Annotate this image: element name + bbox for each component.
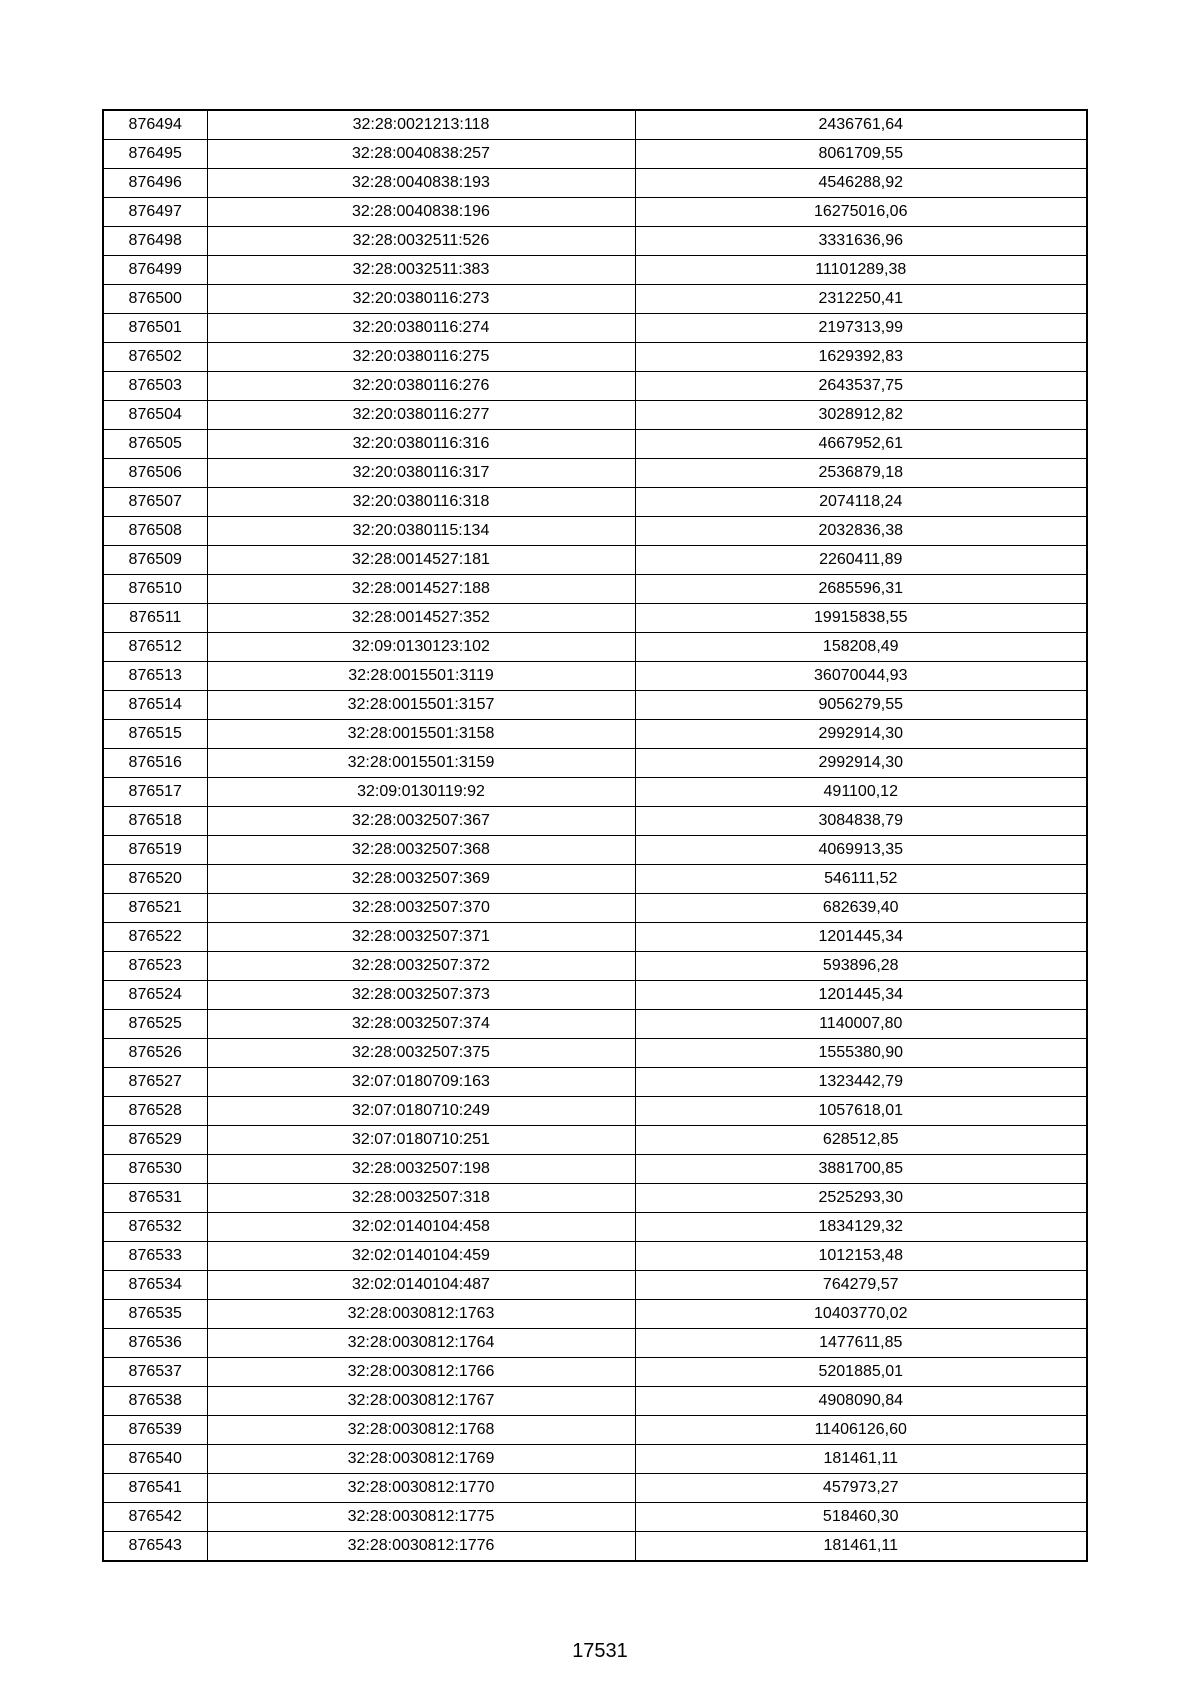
row-number-cell: 876518 — [103, 807, 207, 836]
row-number-cell: 876504 — [103, 401, 207, 430]
row-number-cell: 876500 — [103, 285, 207, 314]
cadastral-value-cell: 2312250,41 — [635, 285, 1087, 314]
cadastral-number-cell: 32:20:0380116:277 — [207, 401, 635, 430]
cadastral-number-cell: 32:02:0140104:459 — [207, 1242, 635, 1271]
cadastral-value-cell: 2525293,30 — [635, 1184, 1087, 1213]
cadastral-number-cell: 32:28:0032511:383 — [207, 256, 635, 285]
cadastral-number-cell: 32:28:0032507:318 — [207, 1184, 635, 1213]
row-number-cell: 876535 — [103, 1300, 207, 1329]
row-number-cell: 876499 — [103, 256, 207, 285]
row-number-cell: 876495 — [103, 140, 207, 169]
cadastral-value-cell: 2685596,31 — [635, 575, 1087, 604]
row-number-cell: 876529 — [103, 1126, 207, 1155]
cadastral-number-cell: 32:02:0140104:487 — [207, 1271, 635, 1300]
cadastral-number-cell: 32:20:0380116:316 — [207, 430, 635, 459]
cadastral-number-cell: 32:28:0030812:1769 — [207, 1445, 635, 1474]
cadastral-value-cell: 593896,28 — [635, 952, 1087, 981]
table-row — [103, 1445, 1087, 1474]
row-number-cell: 876530 — [103, 1155, 207, 1184]
cadastral-number-cell: 32:28:0030812:1767 — [207, 1387, 635, 1416]
cadastral-value-cell: 1834129,32 — [635, 1213, 1087, 1242]
row-number-cell: 876540 — [103, 1445, 207, 1474]
cadastral-number-cell: 32:09:0130123:102 — [207, 633, 635, 662]
cadastral-number-cell: 32:07:0180710:249 — [207, 1097, 635, 1126]
table-row — [103, 807, 1087, 836]
table-row — [103, 575, 1087, 604]
table-row — [103, 778, 1087, 807]
cadastral-value-cell: 4667952,61 — [635, 430, 1087, 459]
cadastral-value-cell: 19915838,55 — [635, 604, 1087, 633]
cadastral-number-cell: 32:28:0030812:1768 — [207, 1416, 635, 1445]
table-row — [103, 227, 1087, 256]
table-row — [103, 169, 1087, 198]
table-row — [103, 923, 1087, 952]
row-number-cell: 876524 — [103, 981, 207, 1010]
cadastral-value-cell: 1629392,83 — [635, 343, 1087, 372]
cadastral-value-table — [102, 109, 1088, 1562]
table-row — [103, 1503, 1087, 1532]
cadastral-value-cell: 2536879,18 — [635, 459, 1087, 488]
cadastral-value-cell: 2436761,64 — [635, 110, 1087, 140]
row-number-cell: 876542 — [103, 1503, 207, 1532]
table-row — [103, 1416, 1087, 1445]
cadastral-value-cell: 2260411,89 — [635, 546, 1087, 575]
cadastral-number-cell: 32:20:0380116:274 — [207, 314, 635, 343]
table-row — [103, 1387, 1087, 1416]
table-row — [103, 546, 1087, 575]
row-number-cell: 876543 — [103, 1532, 207, 1562]
table-row — [103, 110, 1087, 140]
table-row — [103, 1358, 1087, 1387]
cadastral-value-cell: 4069913,35 — [635, 836, 1087, 865]
table-body — [103, 110, 1087, 1561]
cadastral-number-cell: 32:20:0380116:273 — [207, 285, 635, 314]
cadastral-value-cell: 2032836,38 — [635, 517, 1087, 546]
cadastral-number-cell: 32:28:0040838:196 — [207, 198, 635, 227]
cadastral-value-cell: 518460,30 — [635, 1503, 1087, 1532]
cadastral-value-cell: 457973,27 — [635, 1474, 1087, 1503]
table-row — [103, 720, 1087, 749]
row-number-cell: 876531 — [103, 1184, 207, 1213]
cadastral-number-cell: 32:28:0040838:193 — [207, 169, 635, 198]
cadastral-value-cell: 1201445,34 — [635, 923, 1087, 952]
cadastral-number-cell: 32:28:0030812:1763 — [207, 1300, 635, 1329]
table-row — [103, 749, 1087, 778]
row-number-cell: 876533 — [103, 1242, 207, 1271]
row-number-cell: 876515 — [103, 720, 207, 749]
table-row — [103, 836, 1087, 865]
row-number-cell: 876514 — [103, 691, 207, 720]
cadastral-value-cell: 1012153,48 — [635, 1242, 1087, 1271]
row-number-cell: 876539 — [103, 1416, 207, 1445]
cadastral-value-cell: 8061709,55 — [635, 140, 1087, 169]
cadastral-value-cell: 1057618,01 — [635, 1097, 1087, 1126]
cadastral-value-cell: 682639,40 — [635, 894, 1087, 923]
cadastral-value-cell: 11101289,38 — [635, 256, 1087, 285]
cadastral-number-cell: 32:28:0032507:368 — [207, 836, 635, 865]
table-row — [103, 691, 1087, 720]
table-row — [103, 488, 1087, 517]
cadastral-number-cell: 32:28:0015501:3159 — [207, 749, 635, 778]
cadastral-value-cell: 2643537,75 — [635, 372, 1087, 401]
table-row — [103, 1329, 1087, 1358]
cadastral-number-cell: 32:28:0032507:198 — [207, 1155, 635, 1184]
cadastral-number-cell: 32:28:0032507:370 — [207, 894, 635, 923]
row-number-cell: 876517 — [103, 778, 207, 807]
cadastral-value-cell: 2074118,24 — [635, 488, 1087, 517]
row-number-cell: 876526 — [103, 1039, 207, 1068]
cadastral-value-cell: 3084838,79 — [635, 807, 1087, 836]
cadastral-number-cell: 32:28:0014527:181 — [207, 546, 635, 575]
row-number-cell: 876536 — [103, 1329, 207, 1358]
table-row — [103, 952, 1087, 981]
table-row — [103, 1155, 1087, 1184]
row-number-cell: 876503 — [103, 372, 207, 401]
cadastral-number-cell: 32:28:0014527:188 — [207, 575, 635, 604]
cadastral-value-cell: 4546288,92 — [635, 169, 1087, 198]
cadastral-number-cell: 32:28:0030812:1770 — [207, 1474, 635, 1503]
row-number-cell: 876510 — [103, 575, 207, 604]
cadastral-value-cell: 628512,85 — [635, 1126, 1087, 1155]
table-row — [103, 1300, 1087, 1329]
row-number-cell: 876496 — [103, 169, 207, 198]
cadastral-number-cell: 32:28:0015501:3158 — [207, 720, 635, 749]
row-number-cell: 876532 — [103, 1213, 207, 1242]
cadastral-number-cell: 32:28:0030812:1764 — [207, 1329, 635, 1358]
cadastral-number-cell: 32:07:0180709:163 — [207, 1068, 635, 1097]
row-number-cell: 876507 — [103, 488, 207, 517]
cadastral-number-cell: 32:28:0015501:3119 — [207, 662, 635, 691]
cadastral-number-cell: 32:28:0032507:369 — [207, 865, 635, 894]
row-number-cell: 876537 — [103, 1358, 207, 1387]
cadastral-value-cell: 764279,57 — [635, 1271, 1087, 1300]
cadastral-value-cell: 3028912,82 — [635, 401, 1087, 430]
row-number-cell: 876521 — [103, 894, 207, 923]
table-row — [103, 1242, 1087, 1271]
cadastral-value-cell: 3331636,96 — [635, 227, 1087, 256]
cadastral-value-cell: 181461,11 — [635, 1532, 1087, 1562]
cadastral-number-cell: 32:20:0380116:317 — [207, 459, 635, 488]
cadastral-value-cell: 3881700,85 — [635, 1155, 1087, 1184]
table-row — [103, 401, 1087, 430]
table-row — [103, 1184, 1087, 1213]
cadastral-number-cell: 32:28:0030812:1775 — [207, 1503, 635, 1532]
cadastral-value-cell: 158208,49 — [635, 633, 1087, 662]
row-number-cell: 876513 — [103, 662, 207, 691]
table-row — [103, 517, 1087, 546]
cadastral-value-cell: 491100,12 — [635, 778, 1087, 807]
table-row — [103, 314, 1087, 343]
row-number-cell: 876512 — [103, 633, 207, 662]
table-row — [103, 372, 1087, 401]
cadastral-number-cell: 32:28:0032507:373 — [207, 981, 635, 1010]
cadastral-number-cell: 32:28:0030812:1776 — [207, 1532, 635, 1562]
row-number-cell: 876498 — [103, 227, 207, 256]
table-row — [103, 198, 1087, 227]
table-row — [103, 1474, 1087, 1503]
cadastral-number-cell: 32:28:0014527:352 — [207, 604, 635, 633]
table-row — [103, 1271, 1087, 1300]
cadastral-number-cell: 32:02:0140104:458 — [207, 1213, 635, 1242]
table-row — [103, 343, 1087, 372]
row-number-cell: 876516 — [103, 749, 207, 778]
page-number: 17531 — [572, 1640, 628, 1662]
cadastral-number-cell: 32:20:0380116:318 — [207, 488, 635, 517]
row-number-cell: 876508 — [103, 517, 207, 546]
row-number-cell: 876511 — [103, 604, 207, 633]
cadastral-value-cell: 1477611,85 — [635, 1329, 1087, 1358]
row-number-cell: 876509 — [103, 546, 207, 575]
table-row — [103, 981, 1087, 1010]
cadastral-number-cell: 32:09:0130119:92 — [207, 778, 635, 807]
row-number-cell: 876506 — [103, 459, 207, 488]
cadastral-value-cell: 2992914,30 — [635, 749, 1087, 778]
cadastral-number-cell: 32:28:0040838:257 — [207, 140, 635, 169]
table-row — [103, 459, 1087, 488]
table-row — [103, 1532, 1087, 1562]
cadastral-number-cell: 32:20:0380116:276 — [207, 372, 635, 401]
row-number-cell: 876502 — [103, 343, 207, 372]
table-row — [103, 662, 1087, 691]
cadastral-number-cell: 32:28:0032507:374 — [207, 1010, 635, 1039]
table-row — [103, 1097, 1087, 1126]
table-row — [103, 140, 1087, 169]
row-number-cell: 876501 — [103, 314, 207, 343]
row-number-cell: 876541 — [103, 1474, 207, 1503]
cadastral-value-cell: 9056279,55 — [635, 691, 1087, 720]
row-number-cell: 876523 — [103, 952, 207, 981]
row-number-cell: 876525 — [103, 1010, 207, 1039]
cadastral-value-cell: 4908090,84 — [635, 1387, 1087, 1416]
cadastral-number-cell: 32:28:0021213:118 — [207, 110, 635, 140]
cadastral-number-cell: 32:20:0380116:275 — [207, 343, 635, 372]
cadastral-value-cell: 546111,52 — [635, 865, 1087, 894]
cadastral-number-cell: 32:28:0032507:371 — [207, 923, 635, 952]
row-number-cell: 876505 — [103, 430, 207, 459]
cadastral-value-cell: 16275016,06 — [635, 198, 1087, 227]
cadastral-value-cell: 10403770,02 — [635, 1300, 1087, 1329]
table-row — [103, 1068, 1087, 1097]
table-row — [103, 285, 1087, 314]
cadastral-number-cell: 32:20:0380115:134 — [207, 517, 635, 546]
row-number-cell: 876497 — [103, 198, 207, 227]
table-row — [103, 604, 1087, 633]
row-number-cell: 876522 — [103, 923, 207, 952]
table-row — [103, 633, 1087, 662]
row-number-cell: 876527 — [103, 1068, 207, 1097]
cadastral-value-cell: 2197313,99 — [635, 314, 1087, 343]
cadastral-value-cell: 1140007,80 — [635, 1010, 1087, 1039]
cadastral-value-cell: 5201885,01 — [635, 1358, 1087, 1387]
row-number-cell: 876520 — [103, 865, 207, 894]
cadastral-value-cell: 1323442,79 — [635, 1068, 1087, 1097]
cadastral-value-cell: 1201445,34 — [635, 981, 1087, 1010]
row-number-cell: 876528 — [103, 1097, 207, 1126]
cadastral-number-cell: 32:28:0032507:372 — [207, 952, 635, 981]
table-row — [103, 1126, 1087, 1155]
table-row — [103, 1039, 1087, 1068]
cadastral-number-cell: 32:28:0032507:367 — [207, 807, 635, 836]
cadastral-number-cell: 32:28:0030812:1766 — [207, 1358, 635, 1387]
cadastral-number-cell: 32:28:0015501:3157 — [207, 691, 635, 720]
row-number-cell: 876538 — [103, 1387, 207, 1416]
cadastral-number-cell: 32:28:0032507:375 — [207, 1039, 635, 1068]
row-number-cell: 876519 — [103, 836, 207, 865]
table-row — [103, 256, 1087, 285]
cadastral-value-cell: 181461,11 — [635, 1445, 1087, 1474]
cadastral-number-cell: 32:28:0032511:526 — [207, 227, 635, 256]
cadastral-value-cell: 36070044,93 — [635, 662, 1087, 691]
table-row — [103, 894, 1087, 923]
cadastral-value-cell: 1555380,90 — [635, 1039, 1087, 1068]
cadastral-value-cell: 11406126,60 — [635, 1416, 1087, 1445]
table-row — [103, 1213, 1087, 1242]
cadastral-number-cell: 32:07:0180710:251 — [207, 1126, 635, 1155]
table-row — [103, 1010, 1087, 1039]
cadastral-value-cell: 2992914,30 — [635, 720, 1087, 749]
table-row — [103, 865, 1087, 894]
table-row — [103, 430, 1087, 459]
row-number-cell: 876534 — [103, 1271, 207, 1300]
row-number-cell: 876494 — [103, 110, 207, 140]
